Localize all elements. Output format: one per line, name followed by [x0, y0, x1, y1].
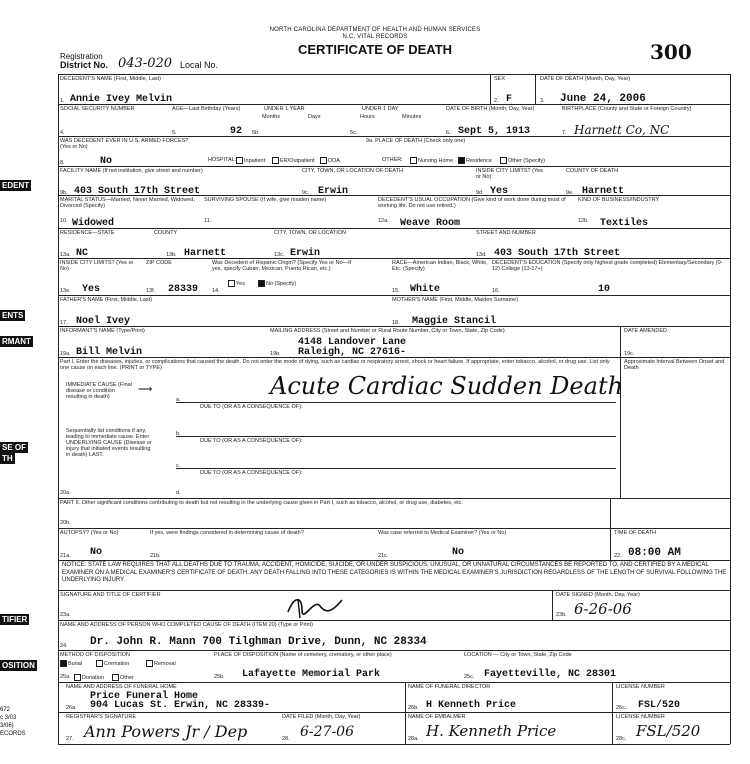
item-21a: 21a. — [60, 553, 71, 559]
line-c: c. — [176, 463, 181, 469]
item-28a: 28a. — [408, 736, 419, 742]
dob-value: Sept 5, 1913 — [458, 126, 531, 137]
item-12b: 12b. — [578, 218, 589, 224]
footer-code-1: 672 — [0, 707, 11, 713]
item-9b: 9b. — [60, 190, 68, 196]
marital-label: MARITAL STATUS—Married, Never Married, Widowed, Divorced (Specify) — [60, 197, 195, 209]
license-value-2: FSL/520 — [636, 722, 701, 740]
funeral-home-label: NAME AND ADDRESS OF FUNERAL HOME — [66, 684, 177, 690]
item-3: 3. — [540, 98, 545, 104]
item-9e: 9e. — [566, 190, 574, 196]
item-5: 5. — [172, 130, 177, 136]
father-value: Noel Ivey — [76, 316, 131, 327]
item-5c: 5c. — [350, 130, 358, 136]
city-of-death: Erwin — [318, 186, 349, 197]
hispanic-label: Was Decedent of Hispanic Origin? (Specify Yes or No—If yes, specify Cuban, Mexican, Puerto Rican, etc.) — [212, 260, 352, 272]
sequential-label: Sequentially list conditions if any, leading to immediate cause. Enter UNDERLYING CAUSE (Disease or injury that initiated events resulting in death) LAST. — [66, 428, 152, 458]
item-20a: 20a. — [60, 490, 71, 496]
residence-state: NC — [76, 248, 89, 259]
agency-line-2: N.C. VITAL RECORDS — [342, 34, 408, 40]
item-4: 4. — [60, 130, 65, 136]
county-of-death-label: COUNTY OF DEATH — [566, 168, 619, 174]
side-tab-certifier: TIFIER — [2, 615, 28, 624]
item-13b: 13b. — [166, 252, 177, 258]
time-of-death: 08:00 AM — [628, 547, 681, 559]
residence-street: 403 South 17th Street — [494, 248, 621, 259]
inpatient-option[interactable]: Inpatient — [236, 157, 265, 164]
immediate-cause-value: Acute Cardiac Sudden Death — [270, 372, 624, 400]
doa-option[interactable]: DOA — [320, 157, 340, 164]
zip-value: 28339 — [168, 284, 199, 295]
hispanic-no-option[interactable]: No (Specify) — [258, 280, 296, 287]
residence-street-label: STREET AND NUMBER — [476, 230, 536, 236]
side-tab-disposition: OSITION — [2, 661, 35, 670]
race-value: White — [410, 284, 441, 295]
autopsy-label: AUTOPSY? (Yes or No) — [60, 530, 119, 536]
item-23b: 23b. — [556, 612, 567, 618]
funeral-home-line-1: Price Funeral Home — [90, 691, 199, 702]
residence-option[interactable]: Residence — [458, 157, 492, 164]
age-value: 92 — [230, 126, 243, 137]
item-12a: 12a. — [378, 218, 389, 224]
time-of-death-label: TIME OF DEATH — [614, 530, 657, 536]
date-filed-value: 6-27-06 — [300, 724, 354, 740]
due-to-c: DUE TO (OR AS A CONSEQUENCE OF): — [200, 470, 303, 476]
race-label: RACE—American Indian, Black, White, Etc. (Specify) — [392, 260, 488, 272]
inside-city-value: Yes — [490, 186, 509, 197]
side-tab-informant: RMANT — [2, 337, 31, 346]
zip-label: ZIP CODE — [146, 260, 172, 266]
father-label: FATHER'S NAME (First, Middle, Last) — [60, 297, 153, 303]
item-25b: 25b. — [214, 674, 225, 680]
immediate-cause-label: IMMEDIATE CAUSE (Final disease or condition resulting in death) — [66, 382, 132, 400]
marital-value: Widowed — [72, 218, 115, 229]
certifier-signature-label: SIGNATURE AND TITLE OF CERTIFIER — [60, 592, 161, 598]
due-to-a: DUE TO (OR AS A CONSEQUENCE OF): — [200, 404, 303, 410]
residence-county: Harnett — [184, 248, 227, 259]
dob-label: DATE OF BIRTH (Month, Day, Year) — [446, 106, 535, 112]
item-13d: 13d. — [476, 252, 487, 258]
footer-code-4: ECORDS — [0, 731, 26, 737]
hispanic-yes-option[interactable]: Yes — [228, 280, 245, 287]
funeral-director-label: NAME OF FUNERAL DIRECTOR — [408, 684, 491, 690]
item-19a: 19a. — [60, 351, 71, 357]
item-17: 17. — [60, 320, 68, 326]
item-23a: 23a. — [60, 612, 71, 618]
inside-limits-label: INSIDE CITY LIMITS? (Yes or No) — [60, 260, 134, 272]
item-19c: 19c. — [624, 351, 635, 357]
item-26b: 26b. — [408, 705, 419, 711]
funeral-home-line-2: 904 Lucas St. Erwin, NC 28339- — [90, 700, 271, 711]
registrar-signature: Ann Powers Jr / Dep — [84, 722, 248, 741]
days-label: Days — [308, 114, 321, 120]
item-9d: 9d. — [476, 190, 484, 196]
line-d: d. — [176, 490, 181, 496]
under-1-year-label: UNDER 1 YEAR — [264, 106, 305, 112]
certifier-signature — [280, 592, 350, 620]
education-label: DECEDENT'S EDUCATION (Specify only highest grade completed) Elementary/Secondary (0-12) College (13-17+) — [492, 260, 723, 272]
informant-label: INFORMANT'S NAME (Type/Print) — [60, 328, 145, 334]
item-20b: 20b. — [60, 520, 71, 526]
registrar-label: REGISTRAR'S SIGNATURE — [66, 714, 137, 720]
minutes-label: Minutes — [402, 114, 422, 120]
side-tab-cause-2: TH — [2, 454, 13, 463]
item-8: 8. — [60, 160, 65, 166]
item-15: 15. — [392, 288, 400, 294]
item-10: 10. — [60, 218, 68, 224]
mother-value: Maggie Stancil — [412, 316, 497, 327]
embalmer-value: H. Kenneth Price — [426, 722, 557, 740]
place-of-death-label: 9a. PLACE OF DEATH (Check only one) — [366, 138, 466, 144]
item-13f: 13f. — [146, 288, 156, 294]
other-label: OTHER: — [382, 157, 403, 163]
license-value-1: FSL/520 — [638, 700, 681, 711]
city-of-death-label: CITY, TOWN, OR LOCATION OF DEATH — [302, 168, 403, 174]
birthplace-label: BIRTHPLACE (County and State or Foreign Country) — [562, 106, 692, 112]
inside-city-label: INSIDE CITY LIMITS? (Yes or No) — [476, 168, 543, 180]
item-5b: 5b. — [252, 130, 260, 136]
education-value: 10 — [598, 284, 611, 295]
part-2-label: PART II. Other significant conditions contributing to death but not resulting in the underlying cause given in Part I, such as tobacco, alcohol, or drug use, diabetes, etc. — [60, 500, 463, 506]
decedent-name: Annie Ivey Melvin — [70, 94, 173, 105]
date-of-death-label: DATE OF DEATH (Month, Day, Year) — [540, 76, 631, 82]
facility-value: 403 South 17th Street — [74, 186, 201, 197]
item-26c: 26c. — [616, 705, 627, 711]
sex-value: F — [506, 94, 513, 105]
me-label: Was case referred to Medical Examiner? (Yes or No) — [378, 530, 507, 536]
birthplace-value: Harnett Co, NC — [574, 123, 670, 137]
occupation-value: Weave Room — [400, 218, 461, 229]
item-16: 16. — [492, 288, 500, 294]
arrow-right-icon: ⟶ — [138, 384, 153, 395]
other-option[interactable]: Other — [112, 674, 134, 681]
removal-option[interactable]: Removal — [146, 660, 176, 667]
age-label: AGE—Last Birthday (Years) — [172, 106, 241, 112]
license-label-1: LICENSE NUMBER — [616, 684, 665, 690]
county-of-death: Harnett — [582, 186, 625, 197]
item-28: 28. — [282, 736, 290, 742]
side-tab-cause-1: SE OF — [2, 443, 27, 452]
mailing-line-1: 4148 Landover Lane — [298, 337, 407, 348]
registration-label: Registration — [60, 52, 103, 61]
place-of-disposition-value: Lafayette Memorial Park — [242, 669, 381, 680]
item-2: 2. — [494, 98, 499, 104]
under-1-day-label: UNDER 1 DAY — [362, 106, 399, 112]
district-label: District No. — [60, 60, 109, 70]
footer-code-2: c 3/03 — [0, 715, 17, 721]
item-13e: 13e. — [60, 288, 71, 294]
me-value: No — [452, 547, 465, 558]
place-of-disposition-label: PLACE OF DISPOSITION (Name of cemetery, crematory, or other place) — [214, 652, 392, 658]
item-11: 11. — [204, 218, 212, 224]
armed-forces-label: WAS DECEDENT EVER IN U.S. ARMED FORCES? (Yes or No) — [60, 138, 189, 150]
occupation-label: DECEDENT'S USUAL OCCUPATION (Give kind of work done during most of working life. Do not use retired.) — [378, 197, 566, 209]
side-tab-parents: ENTS — [2, 311, 24, 320]
item-26a: 26a. — [66, 705, 77, 711]
residence-city-label: CITY, TOWN, OR LOCATION — [274, 230, 347, 236]
item-27: 27. — [66, 736, 74, 742]
industry-value: Textiles — [600, 218, 649, 229]
embalmer-label: NAME OF EMBALMER — [408, 714, 466, 720]
item-25c: 25c. — [464, 674, 475, 680]
decedent-name-label: DECEDENT'S NAME (First, Middle, Last) — [60, 76, 161, 82]
item-21c: 21c. — [378, 553, 389, 559]
mother-label: MOTHER'S NAME (First, Middle, Maiden Surname) — [392, 297, 519, 303]
location-value: Fayetteville, NC 28301 — [484, 669, 617, 680]
spouse-label: SURVIVING SPOUSE (If wife, give maiden name) — [204, 197, 327, 203]
date-signed-label: DATE SIGNED (Month, Day, Year) — [556, 592, 640, 598]
footer-code-3: 3/06) — [0, 723, 14, 729]
item-18: 18. — [392, 320, 400, 326]
industry-label: KIND OF BUSINESS/INDUSTRY — [578, 197, 660, 203]
inside-limits-value: Yes — [82, 284, 101, 295]
item-13a: 13a. — [60, 252, 71, 258]
er-outpatient-option[interactable]: ER/Outpatient — [272, 157, 315, 164]
interval-label: Approximate Interval Between Onset and Death — [624, 359, 725, 371]
item-22: 22. — [614, 553, 622, 559]
date-amended-label: DATE AMENDED — [624, 328, 667, 334]
item-7: 7. — [562, 130, 567, 136]
item-25a: 25a. — [60, 674, 71, 680]
item-28c: 28c. — [616, 736, 627, 742]
license-label-2: LICENSE NUMBER — [616, 714, 665, 720]
armed-forces-value: No — [100, 156, 113, 167]
item-9c: 9c. — [302, 190, 310, 196]
date-of-death: June 24, 2006 — [560, 93, 646, 105]
nursing-home-option[interactable]: Nursing Home — [410, 157, 453, 164]
burial-option[interactable]: Burial — [60, 660, 82, 667]
local-no-label: Local No. — [180, 60, 219, 70]
item-13c: 13c. — [274, 252, 285, 258]
other-specify-option[interactable]: Other (Specify) — [500, 157, 545, 164]
certificate-number: 300 — [650, 40, 692, 64]
certifier-name-value: Dr. John R. Mann 700 Tilghman Drive, Dunn, NC 28334 — [90, 636, 427, 648]
autopsy-findings-label: If yes, were findings considered in determining cause of death? — [150, 530, 304, 536]
facility-label: FACILITY NAME (If not institution, give street and number) — [60, 168, 203, 174]
part-1-label: Part I. Enter the diseases, injuries, or complications that caused the death. Do not enter the mode of dying, such as cardiac or respiratory arrest, shock or heart failure. If appropriate, enter tobacco, alcohol, or drug use. List only one cause on each line. (PRINT or TYPE) — [60, 359, 610, 371]
ssn-label: SOCIAL SECURITY NUMBER — [60, 106, 135, 112]
item-6: 6. — [446, 130, 451, 136]
residence-county-label: COUNTY — [154, 230, 178, 236]
notice-text: NOTICE: STATE LAW REQUIRES THAT ALL DEATHS DUE TO TRAUMA, ACCIDENT, HOMICIDE, SUICIDE, OR UNDER SUSPICIOUS, UNUSUAL, OR UNNATURAL CIRCUMSTANCES BE REPORTED TO, AND CERTIFIED BY A MEDICAL EXAMINER ON A MEDICAL EXAMINER'S CERTIFICATE OF DEATH. ANY DEATH FALLING INTO THESE CATEGORIES IS WITHIN THE MEDICAL EXAMINER'S JURISDICTION REGARDLESS OF THE LENGTH OF SURVIVAL FOLLOWING THE UNDERLYING INJURY. — [62, 562, 727, 583]
page-title: CERTIFICATE OF DEATH — [297, 42, 453, 57]
item-14: 14. — [212, 288, 220, 294]
certifier-name-label: NAME AND ADDRESS OF PERSON WHO COMPLETED CAUSE OF DEATH (ITEM 20) (Type or Print) — [60, 622, 313, 628]
hospital-label: HOSPITAL: — [208, 157, 237, 163]
district-value: 043-020 — [118, 56, 173, 71]
autopsy-value: No — [90, 547, 103, 558]
informant-value: Bill Melvin — [76, 347, 143, 358]
sex-label: SEX — [494, 76, 506, 82]
residence-state-label: RESIDENCE—STATE — [60, 230, 115, 236]
disposition-method-label: METHOD OF DISPOSITION — [60, 652, 130, 658]
date-filed-label: DATE FILED (Month, Day, Year) — [282, 714, 361, 720]
mailing-line-2: Raleigh, NC 27616- — [298, 347, 407, 358]
location-label: LOCATION — City or Town, State, Zip Code — [464, 652, 572, 658]
item-19b: 19b. — [270, 351, 281, 357]
months-label: Months — [262, 114, 281, 120]
side-tab-decedent: EDENT — [2, 181, 30, 190]
item-24: 24. — [60, 643, 68, 649]
line-a: a. — [176, 397, 181, 403]
residence-city: Erwin — [290, 248, 321, 259]
mailing-label: MAILING ADDRESS (Street and Number or Rural Route Number, City or Town, State, Zip Code) — [270, 328, 505, 334]
funeral-director-value: H Kenneth Price — [426, 700, 517, 711]
due-to-b: DUE TO (OR AS A CONSEQUENCE OF): — [200, 438, 303, 444]
cremation-option[interactable]: Cremation — [96, 660, 129, 667]
hours-label: Hours — [360, 114, 375, 120]
agency-line-1: NORTH CAROLINA DEPARTMENT OF HEALTH AND HUMAN SERVICES — [269, 27, 481, 33]
donation-option[interactable]: Donation — [74, 674, 104, 681]
date-signed-value: 6-26-06 — [574, 600, 632, 618]
line-b: b. — [176, 431, 181, 437]
item-21b: 21b. — [150, 553, 161, 559]
item-1: 1. — [60, 98, 65, 104]
